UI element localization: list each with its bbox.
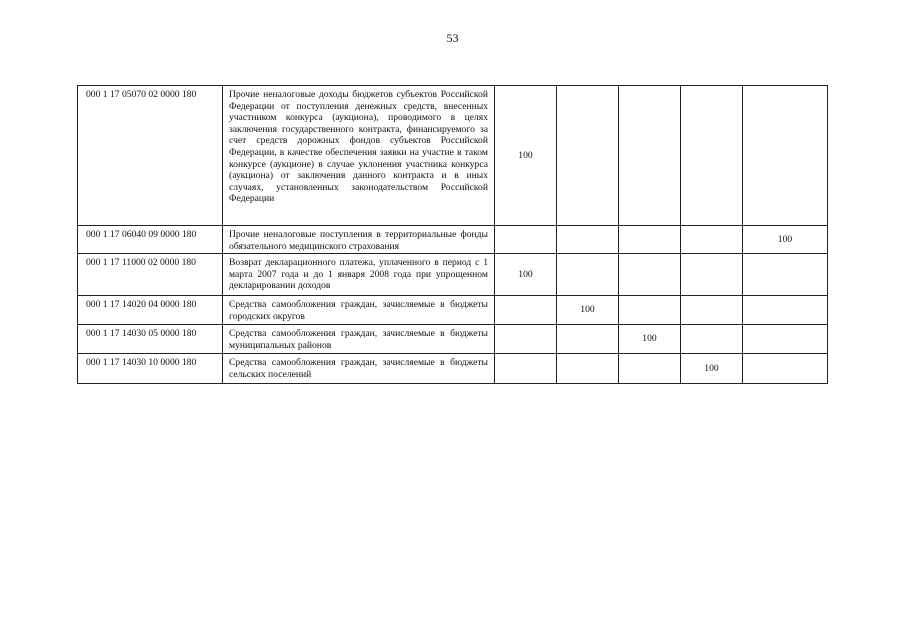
value-cell [557,354,619,384]
value-cell: 100 [619,325,681,354]
revenue-name: Возврат декларационного платежа, уплаченного в период с 1 марта 2007 года и до 1 января 2008 года при упрощенном декларировании доходов [223,254,495,296]
value-cell: 100 [681,354,743,384]
value-cell [743,296,828,325]
value-cell [743,86,828,226]
value-cell [557,325,619,354]
value-cell [495,226,557,254]
budget-code: 000 1 17 05070 02 0000 180 [78,86,223,226]
value-cell [743,254,828,296]
budget-code: 000 1 17 14030 10 0000 180 [78,354,223,384]
value-cell [619,86,681,226]
revenue-name: Средства самообложения граждан, зачисляемые в бюджеты городских округов [223,296,495,325]
value-cell: 100 [495,254,557,296]
value-cell [681,86,743,226]
value-cell [557,254,619,296]
value-cell [681,325,743,354]
budget-code: 000 1 17 11000 02 0000 180 [78,254,223,296]
value-cell: 100 [557,296,619,325]
table-row [78,354,828,384]
budget-code: 000 1 17 06040 09 0000 180 [78,226,223,254]
budget-code: 000 1 17 14030 05 0000 180 [78,325,223,354]
value-cell [743,325,828,354]
value-cell [619,296,681,325]
value-cell [619,354,681,384]
value-cell [495,296,557,325]
table-row [78,296,828,325]
value-cell [557,86,619,226]
value-cell [743,354,828,384]
page-number: 53 [446,31,459,45]
revenue-name: Средства самообложения граждан, зачисляемые в бюджеты муниципальных районов [223,325,495,354]
value-cell [495,354,557,384]
value-cell [557,226,619,254]
value-cell [495,325,557,354]
value-cell [681,254,743,296]
table-row [78,86,828,226]
value-cell [619,254,681,296]
value-cell: 100 [743,226,828,254]
value-cell: 100 [495,86,557,226]
revenue-name: Прочие неналоговые доходы бюджетов субъектов Российской Федерации от поступления денежных средств, внесенных участником конкурса (аукциона), проводимого в целях заключения государственного контракта, финансируемого за счет средств дорожных фондов субъектов Российской Федерации, в качестве обеспечения заявки на участие в таком конкурсе (аукционе) в случае уклонения участника конкурса (аукциона) от заключения данного контракта и в иных случаях, установленных законодательством Российской Федерации [223,86,495,226]
value-cell [681,226,743,254]
table-row [78,226,828,254]
value-cell [619,226,681,254]
budget-code: 000 1 17 14020 04 0000 180 [78,296,223,325]
table-row [78,254,828,296]
revenue-table [77,85,828,384]
table-row [78,325,828,354]
revenue-name: Средства самообложения граждан, зачисляемые в бюджеты сельских поселений [223,354,495,384]
value-cell [681,296,743,325]
revenue-name: Прочие неналоговые поступления в территориальные фонды обязательного медицинского страхования [223,226,495,254]
